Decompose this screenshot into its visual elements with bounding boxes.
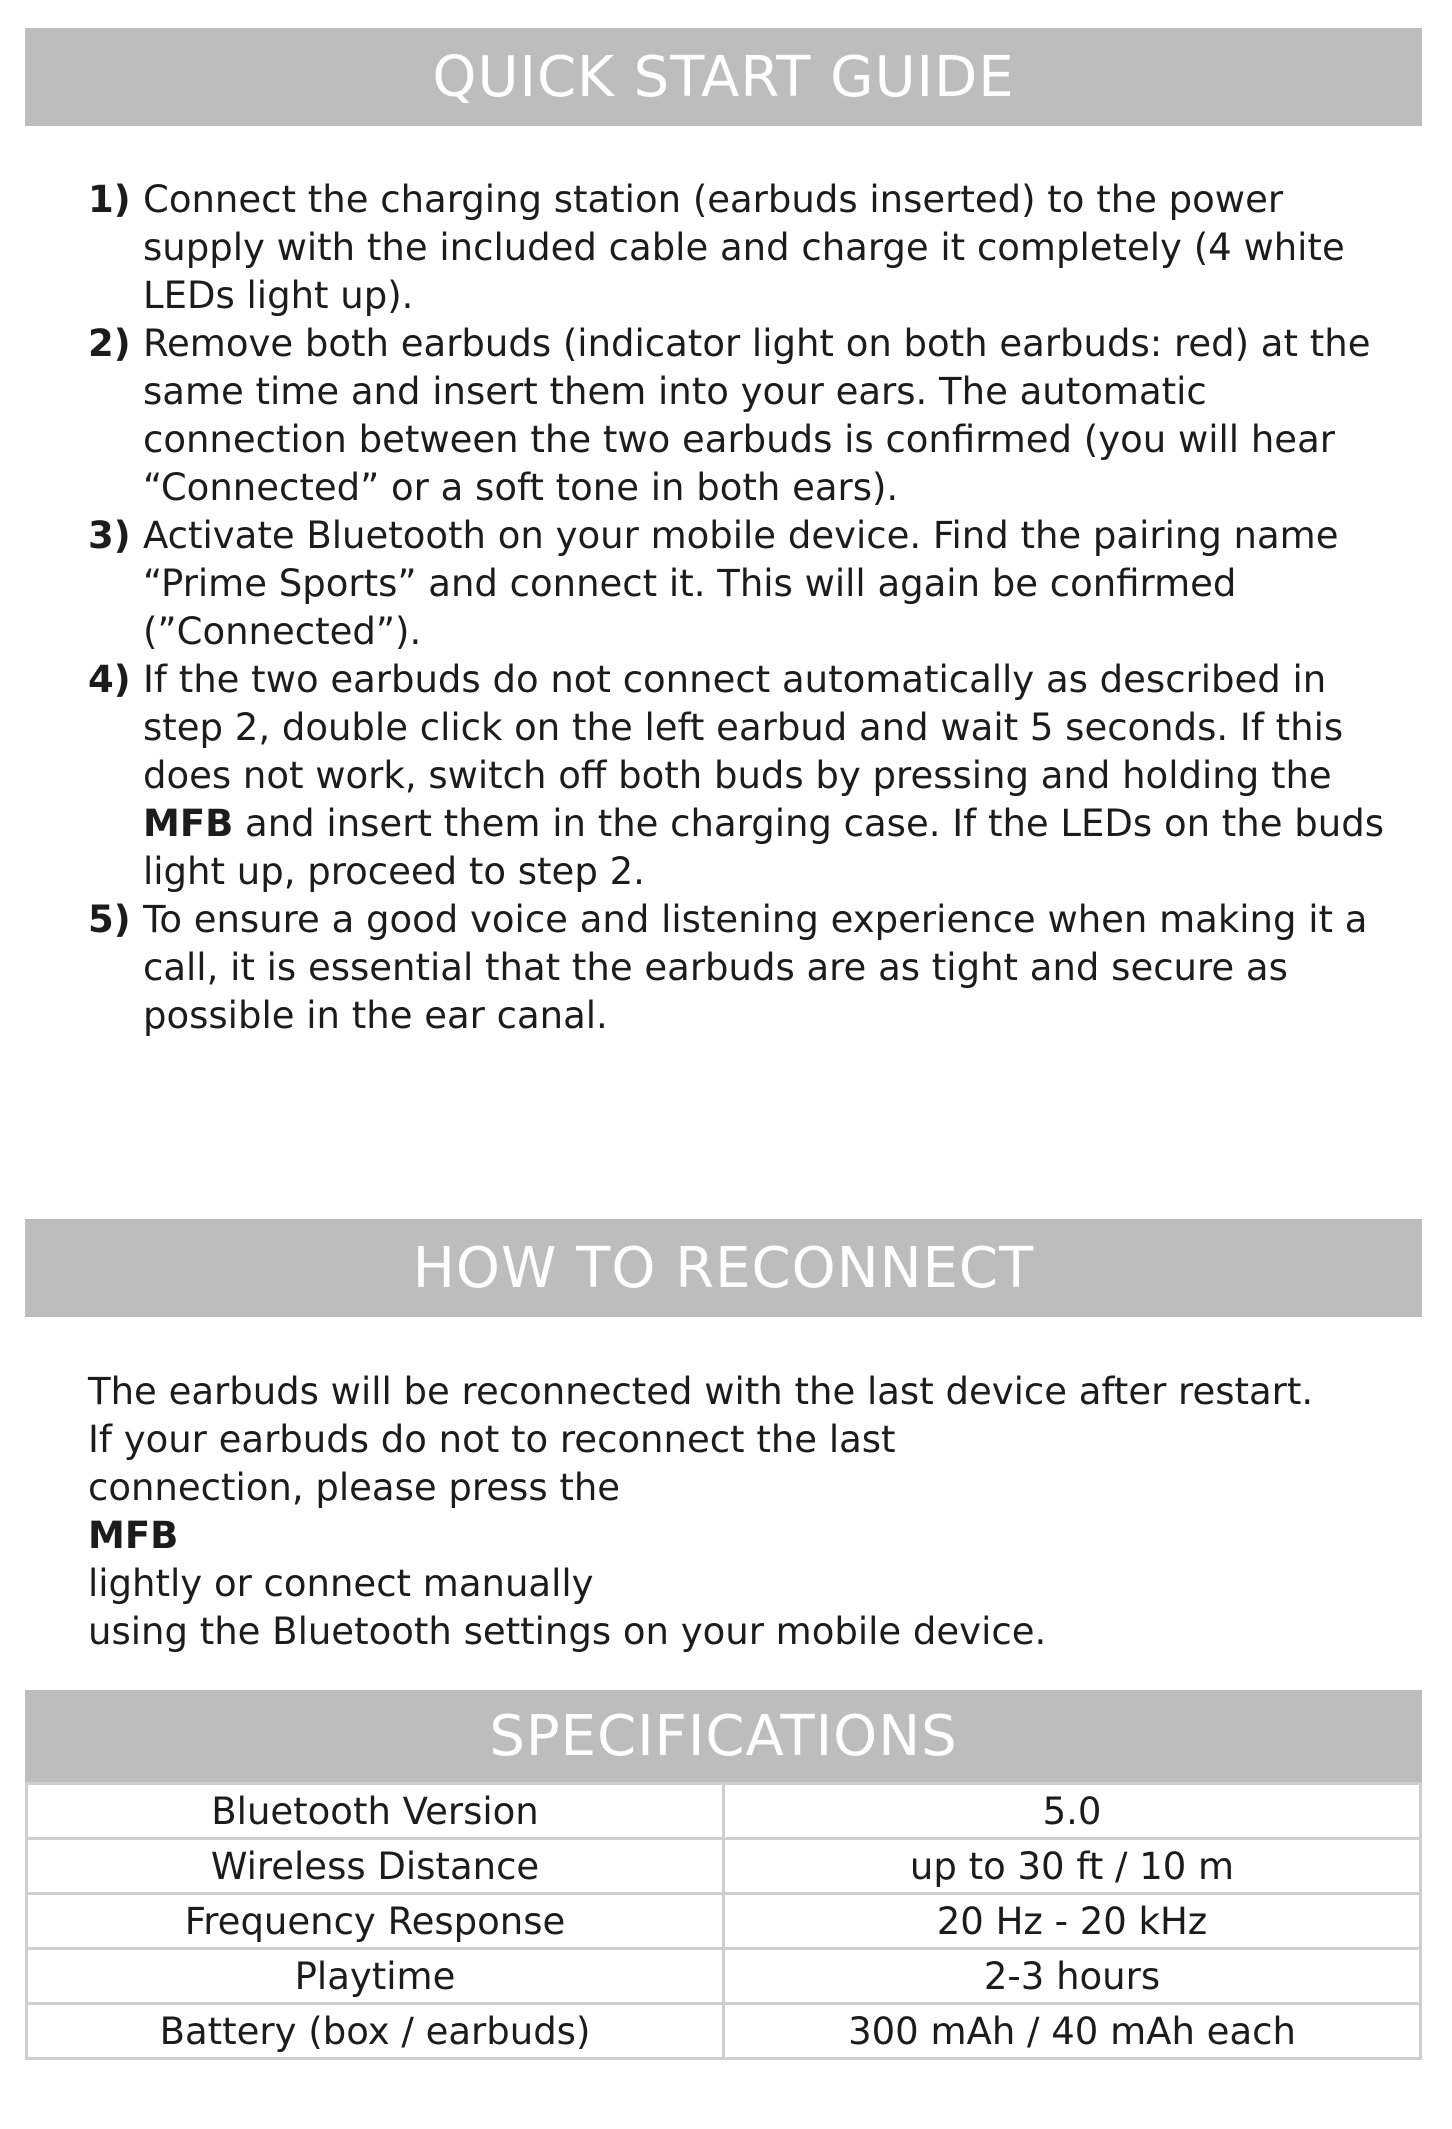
step-3 <box>88 512 1388 656</box>
step-text: To ensure a good voice and listening experience when making it a call, it is essential that the earbuds are as tight and secure as possible in the ear canal. <box>143 898 1368 1037</box>
table-row <box>27 1784 1421 1839</box>
reconnect-heading: HOW TO RECONNECT <box>25 1219 1422 1317</box>
spec-value: up to 30 ft / 10 m <box>724 1839 1421 1894</box>
step-4 <box>88 656 1388 896</box>
step-number: 3) <box>88 514 131 557</box>
reconnect-text: connection, please press the <box>88 1466 621 1509</box>
table-row <box>27 1839 1421 1894</box>
reconnect-line: The earbuds will be reconnected with the last device after restart. <box>88 1370 1314 1413</box>
specifications-table <box>25 1782 1422 2060</box>
spec-value: 300 mAh / 40 mAh each <box>724 2004 1421 2059</box>
step-1 <box>88 176 1388 320</box>
step-number: 5) <box>88 898 131 941</box>
step-number: 2) <box>88 322 131 365</box>
spec-label: Wireless Distance <box>27 1839 724 1894</box>
step-number: 1) <box>88 178 131 221</box>
step-text: Remove both earbuds (indicator light on both earbuds: red) at the same time and insert them into your ears. The automatic connection between the two earbuds is confirmed (you will hear “Connected” or a soft tone in both ears). <box>143 322 1371 509</box>
quick-start-heading: QUICK START GUIDE <box>25 28 1422 126</box>
spec-value: 5.0 <box>724 1784 1421 1839</box>
reconnect-paragraph <box>88 1368 1388 1656</box>
table-row <box>27 2004 1421 2059</box>
spec-value: 2-3 hours <box>724 1949 1421 2004</box>
reconnect-line: using the Bluetooth settings on your mobile device. <box>88 1610 1047 1653</box>
step-text: Connect the charging station (earbuds inserted) to the power supply with the included cable and charge it completely (4 white LEDs light up). <box>143 178 1345 317</box>
table-row <box>27 1894 1421 1949</box>
step-5 <box>88 896 1388 1040</box>
step-number: 4) <box>88 658 131 701</box>
reconnect-line <box>88 1464 1388 1608</box>
step-text: If the two earbuds do not connect automatically as described in step 2, double click on the left earbud and wait 5 seconds. If this does not work, switch off both buds by pressing and holding the <box>143 658 1344 797</box>
quick-start-steps <box>88 176 1388 1040</box>
mfb-term: MFB <box>88 1514 179 1557</box>
spec-label: Playtime <box>27 1949 724 2004</box>
specifications-heading: SPECIFICATIONS <box>25 1690 1422 1782</box>
spec-label: Bluetooth Version <box>27 1784 724 1839</box>
reconnect-line: If your earbuds do not to reconnect the last <box>88 1418 896 1461</box>
spec-label: Battery (box / earbuds) <box>27 2004 724 2059</box>
step-text: and insert them in the charging case. If the LEDs on the buds light up, proceed to step 2. <box>143 802 1384 893</box>
table-row <box>27 1949 1421 2004</box>
spec-value: 20 Hz - 20 kHz <box>724 1894 1421 1949</box>
reconnect-text: lightly or connect manually <box>88 1562 594 1605</box>
step-text: Activate Bluetooth on your mobile device. Find the pairing name “Prime Sports” and connect it. This will again be confirmed (”Connected”). <box>143 514 1339 653</box>
spec-label: Frequency Response <box>27 1894 724 1949</box>
step-2 <box>88 320 1388 512</box>
mfb-term: MFB <box>143 802 234 845</box>
